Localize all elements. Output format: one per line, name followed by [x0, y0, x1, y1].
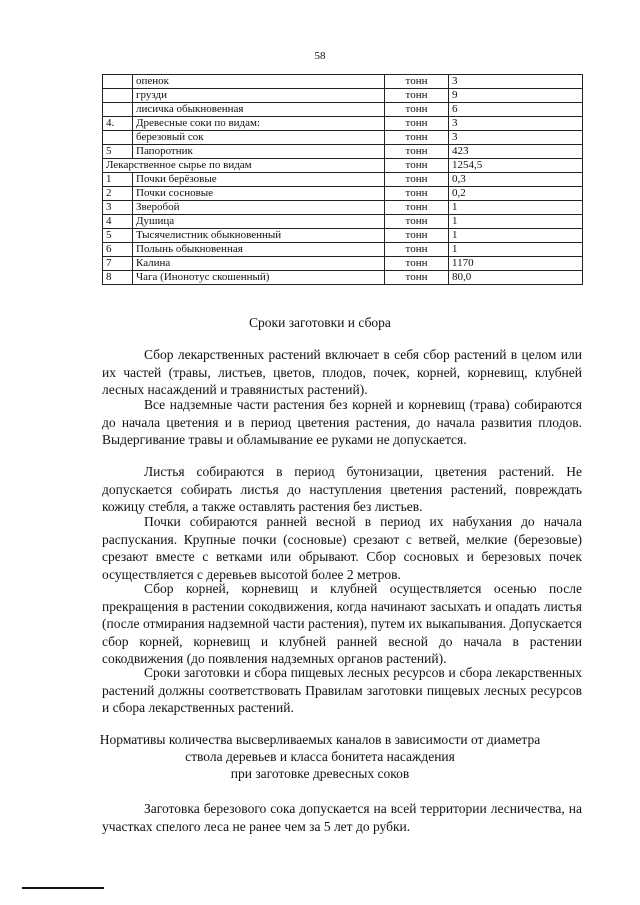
unit: тонн — [385, 145, 449, 159]
table-row — [103, 187, 583, 201]
resource-name: Душица — [133, 215, 385, 229]
table-row — [103, 89, 583, 103]
footer-rule — [22, 887, 104, 889]
table-row-category — [103, 159, 583, 173]
resource-name: Чага (Инонотус скошенный) — [133, 271, 385, 285]
unit: тонн — [385, 271, 449, 285]
table-row — [103, 229, 583, 243]
section-heading-line: Нормативы количества высверливаемых каналов в зависимости от диаметра — [99, 732, 541, 747]
table-row — [103, 103, 583, 117]
row-number: 5 — [103, 145, 133, 159]
row-number — [103, 89, 133, 103]
resource-category-name: Лекарственное сырье по видам — [103, 159, 385, 173]
row-number: 7 — [103, 257, 133, 271]
unit: тонн — [385, 75, 449, 89]
row-number — [103, 75, 133, 89]
volume: 0,2 — [449, 187, 583, 201]
volume: 3 — [449, 131, 583, 145]
row-number: 5 — [103, 229, 133, 243]
unit: тонн — [385, 89, 449, 103]
paragraph: Заготовка березового сока допускается на всей территории лесничества, на участках спелого леса не ранее чем за 5 лет до рубки. — [102, 801, 582, 834]
unit: тонн — [385, 117, 449, 131]
table-row — [103, 173, 583, 187]
row-number — [103, 103, 133, 117]
paragraph: Листья собираются в период бутонизации, цветения растений. Не допускается собирать листья до наступления цветения растений, повреждать кожицу стебля, а также оставлять растения без листьев. — [102, 464, 582, 514]
volume: 0,3 — [449, 173, 583, 187]
unit: тонн — [385, 173, 449, 187]
unit: тонн — [385, 131, 449, 145]
resource-name: Папоротник — [133, 145, 385, 159]
resource-name: лисичка обыкновенная — [133, 103, 385, 117]
row-number: 8 — [103, 271, 133, 285]
unit: тонн — [385, 103, 449, 117]
paragraph: Сроки заготовки и сбора пищевых лесных ресурсов и сбора лекарственных растений должны соответствовать Правилам заготовки пищевых лесных ресурсов и сбора лекарственных растений. — [102, 665, 582, 715]
volume: 80,0 — [449, 271, 583, 285]
volume: 6 — [449, 103, 583, 117]
section-heading-line: при заготовке древесных соков — [230, 766, 410, 781]
unit: тонн — [385, 257, 449, 271]
unit: тонн — [385, 243, 449, 257]
table-row — [103, 201, 583, 215]
page-number: 58 — [314, 50, 326, 62]
resource-name: Древесные соки по видам: — [133, 117, 385, 131]
unit: тонн — [385, 229, 449, 243]
resource-name: Калина — [133, 257, 385, 271]
row-number: 4 — [103, 215, 133, 229]
resource-name: Почки сосновые — [133, 187, 385, 201]
section-heading-line: ствола деревьев и класса бонитета насаждения — [185, 749, 455, 764]
resource-name: березовый сок — [133, 131, 385, 145]
table-row — [103, 117, 583, 131]
volume: 1254,5 — [449, 159, 583, 173]
paragraph: Почки собираются ранней весной в период их набухания до начала распускания. Крупные почки (сосновые) срезают с ветвей, мелкие (березовые) срезают вместе с ветками или обрывают. Сбор сосновых и березовых почек осуществляется с деревьев высотой более 2 метров. — [102, 514, 582, 582]
unit: тонн — [385, 159, 449, 173]
resource-name: Тысячелистник обыкновенный — [133, 229, 385, 243]
table-row — [103, 215, 583, 229]
resource-name: Почки берёзовые — [133, 173, 385, 187]
unit: тонн — [385, 215, 449, 229]
volume: 3 — [449, 117, 583, 131]
volume: 9 — [449, 89, 583, 103]
paragraph: Все надземные части растения без корней и корневищ (трава) собираются до начала цветения и в период цветения растения, до начала развития плодов. Выдергивание травы и обламывание ее руками не допускается. — [102, 397, 582, 447]
resource-name: грузди — [133, 89, 385, 103]
unit: тонн — [385, 187, 449, 201]
table-row — [103, 271, 583, 285]
resources-table — [102, 74, 583, 285]
table-row — [103, 145, 583, 159]
table-row — [103, 257, 583, 271]
row-number: 6 — [103, 243, 133, 257]
volume: 1170 — [449, 257, 583, 271]
table-row — [103, 131, 583, 145]
row-number: 1 — [103, 173, 133, 187]
row-number: 2 — [103, 187, 133, 201]
resource-name: Полынь обыкновенная — [133, 243, 385, 257]
table-row — [103, 243, 583, 257]
resource-name: опенок — [133, 75, 385, 89]
volume: 423 — [449, 145, 583, 159]
paragraph: Сбор лекарственных растений включает в себя сбор растений в целом или их частей (травы, листьев, цветов, плодов, почек, корней, корневищ, клубней лесных насаждений и травянистых растений). — [102, 347, 582, 397]
volume: 1 — [449, 215, 583, 229]
unit: тонн — [385, 201, 449, 215]
section-heading-harvest-terms: Сроки заготовки и сбора — [249, 315, 391, 330]
resource-name: Зверобой — [133, 201, 385, 215]
volume: 1 — [449, 229, 583, 243]
table-row — [103, 75, 583, 89]
row-number — [103, 131, 133, 145]
volume: 1 — [449, 201, 583, 215]
volume: 1 — [449, 243, 583, 257]
row-number: 4. — [103, 117, 133, 131]
row-number: 3 — [103, 201, 133, 215]
paragraph: Сбор корней, корневищ и клубней осуществляется осенью после прекращения в растении сокодвижения, когда начинают засыхать и опадать листья (после отмирания надземной части растения), путем их выкапывания. Допускается сбор корней, корневищ и клубней ранней весной до начала в растении сокодвижения (до появления надземных органов растений). — [102, 581, 582, 666]
volume: 3 — [449, 75, 583, 89]
